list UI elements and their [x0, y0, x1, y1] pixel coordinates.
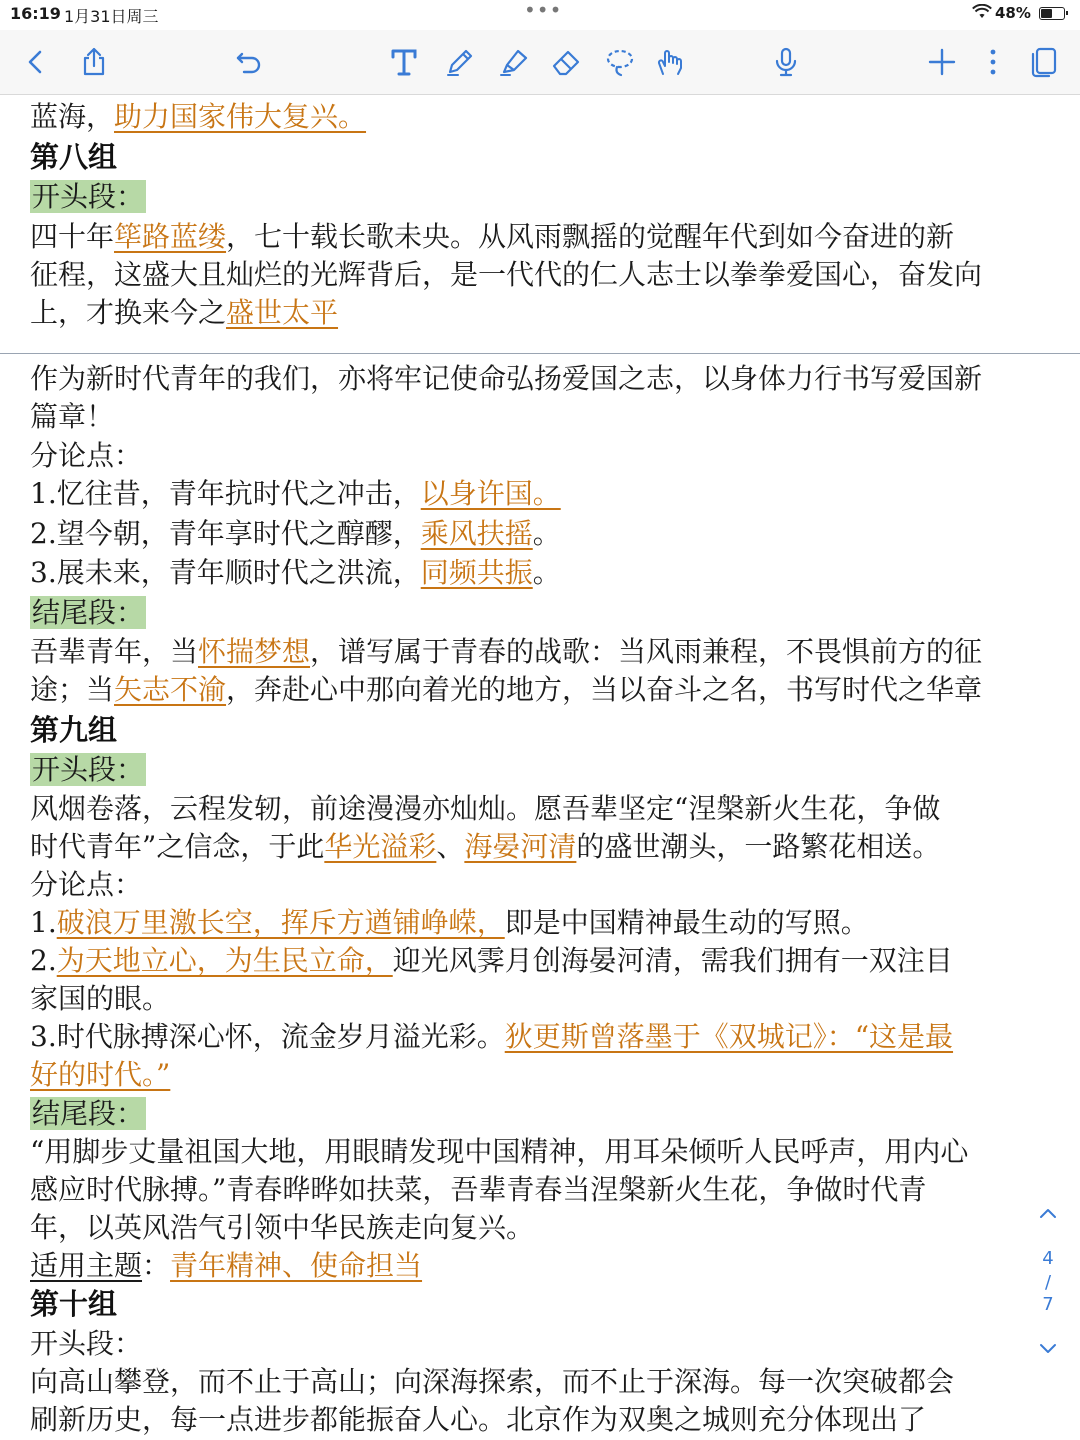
- undo-icon[interactable]: [231, 44, 267, 80]
- note-line: [30, 591, 146, 631]
- back-icon[interactable]: [18, 44, 54, 80]
- page-down-icon[interactable]: [1038, 1340, 1058, 1360]
- note-line: [30, 175, 146, 215]
- section-heading: 第九组: [30, 713, 118, 747]
- note-line: “用脚步丈量祖国大地，用眼睛发现中国精神，用耳朵倾听人民呼声，用内心: [30, 1135, 969, 1168]
- highlighted-label: 结尾段：: [32, 1097, 145, 1130]
- note-line: 3.展未来，青年顺时代之洪流，同频共振。: [30, 556, 561, 589]
- note-line: 分论点：: [30, 439, 143, 472]
- eraser-icon[interactable]: [548, 44, 584, 80]
- toolbar: [0, 30, 1080, 95]
- note-line: [30, 1092, 146, 1132]
- note-line: 时代青年”之信念，于此华光溢彩、海晏河清的盛世潮头，一路繁花相送。: [30, 830, 941, 863]
- note-line: 吾辈青年，当怀揣梦想，谱写属于青春的战歌：当风雨兼程，不畏惧前方的征: [30, 635, 983, 668]
- note-line: 开头段：: [30, 1327, 143, 1360]
- text-tool-icon[interactable]: [386, 44, 422, 80]
- shape-hand-icon[interactable]: [652, 44, 688, 80]
- battery-icon: [1039, 7, 1065, 20]
- note-page-top[interactable]: [0, 95, 1080, 352]
- status-bar: [0, 0, 1080, 28]
- note-line: 风烟卷落，云程发轫，前途漫漫亦灿灿。愿吾辈坚定“涅槃新火生花，争做: [30, 792, 941, 825]
- note-line: 篇章！: [30, 400, 115, 433]
- note-line: 刷新历史，每一点进步都能振奋人心。北京作为双奥之城则充分体现出了: [30, 1403, 927, 1436]
- note-line: 途；当矢志不渝，奔赴心中那向着光的地方，当以奋斗之名，书写时代之华章: [30, 673, 983, 706]
- lasso-icon[interactable]: [602, 44, 638, 80]
- add-icon[interactable]: [924, 44, 960, 80]
- note-line: 蓝海，助力国家伟大复兴。: [30, 100, 367, 133]
- section-heading: 第八组: [30, 140, 118, 174]
- note-line: 适用主题：青年精神、使命担当: [30, 1249, 423, 1282]
- highlighted-label: 结尾段：: [32, 596, 145, 629]
- page-navigator: [1030, 1200, 1066, 1370]
- total-pages: 7: [1042, 1294, 1054, 1315]
- section-heading: 第十组: [30, 1287, 118, 1321]
- note-line: 征程，这盛大且灿烂的光辉背后，是一代代的仁人志士以拳拳爱国心，奋发向: [30, 258, 983, 291]
- status-time: 16:19: [10, 4, 61, 23]
- note-page-bottom[interactable]: [0, 355, 1080, 1440]
- note-line: 感应时代脉搏。”青春晔晔如扶菜，吾辈青春当涅槃新火生花，争做时代青: [30, 1173, 927, 1206]
- note-line: 2.望今朝，青年享时代之醇醪，乘风扶摇。: [30, 517, 561, 550]
- pen-icon[interactable]: [442, 44, 478, 80]
- page-separator: /: [1044, 1272, 1052, 1293]
- page-up-icon[interactable]: [1038, 1204, 1058, 1224]
- note-line: 好的时代。”: [30, 1058, 171, 1091]
- note-line: 四十年筚路蓝缕，七十载长歌未央。从风雨飘摇的觉醒年代到如今奋进的新: [30, 220, 955, 253]
- note-line: 3.时代脉搏深心怀，流金岁月溢光彩。狄更斯曾落墨于《双城记》：“这是最: [30, 1020, 954, 1053]
- microphone-icon[interactable]: [768, 44, 804, 80]
- note-line: 分论点：: [30, 868, 143, 901]
- note-line: 2.为天地立心，为生民立命，迎光风霁月创海晏河清，需我们拥有一双注目: [30, 944, 953, 977]
- note-line: 作为新时代青年的我们，亦将牢记使命弘扬爱国之志，以身体力行书写爱国新: [30, 362, 983, 395]
- battery-percent: 48%: [995, 4, 1031, 22]
- wifi-icon: [972, 4, 992, 24]
- more-icon[interactable]: [975, 44, 1011, 80]
- note-line: 向高山攀登，而不止于高山；向深海探索，而不止于深海。每一次突破都会: [30, 1365, 955, 1398]
- current-page: 4: [1042, 1248, 1054, 1269]
- highlighted-label: 开头段：: [32, 753, 145, 786]
- highlighter-icon[interactable]: [496, 44, 532, 80]
- note-line: 1.忆往昔，青年抗时代之冲击，以身许国。: [30, 477, 561, 510]
- multitask-dots-icon[interactable]: •••: [524, 0, 563, 22]
- page-divider: [0, 353, 1080, 354]
- note-line: 家国的眼。: [30, 982, 171, 1015]
- note-line: 1.破浪万里激长空，挥斥方遒铺峥嵘，即是中国精神最生动的写照。: [30, 906, 869, 939]
- note-line: [30, 748, 146, 788]
- highlighted-label: 开头段：: [32, 180, 145, 213]
- note-line: 上，才换来今之盛世太平: [30, 296, 339, 329]
- status-date: 1月31日周三: [64, 7, 159, 26]
- share-icon[interactable]: [76, 44, 112, 80]
- note-line: 年，以英风浩气引领中华民族走向复兴。: [30, 1211, 535, 1244]
- pages-icon[interactable]: [1026, 44, 1062, 80]
